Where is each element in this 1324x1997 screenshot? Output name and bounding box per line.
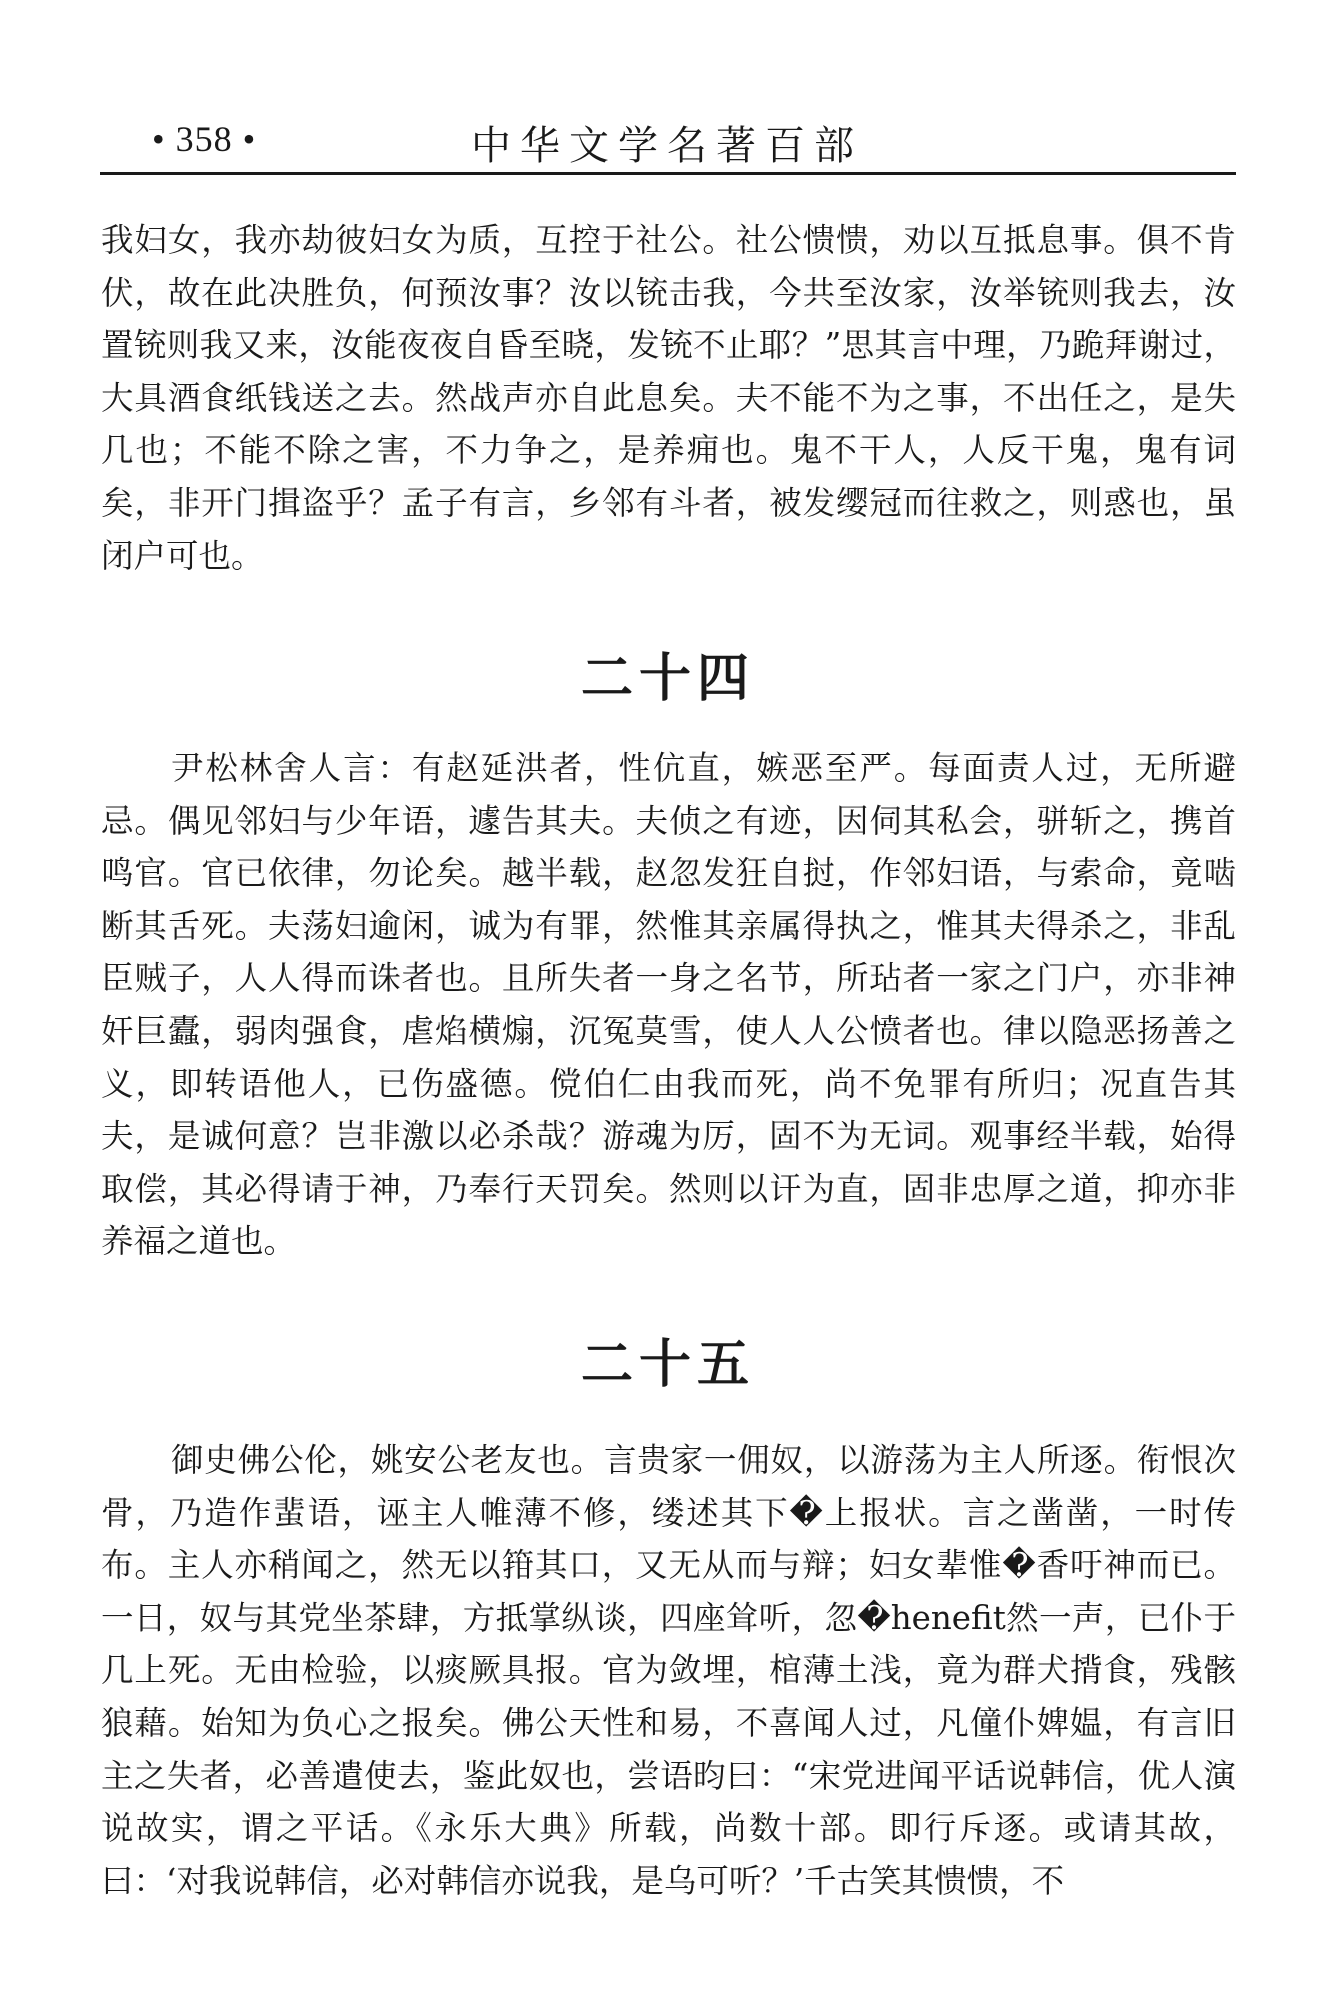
paragraph-section-24: 尹松林舍人言：有赵延洪者，性伉直，嫉恶至严。每面责人过，无所避忌。偶见邻妇与少年语，遽告其夫。夫侦之有迹，因伺其私会，骈斩之，携首鸣官。官已依律，勿论矣。越半载，赵忽发狂自挝，作邻妇语，与索命，竟啮断其舌死。夫荡妇逾闲，诚为有罪，然惟其亲属得执之，惟其夫得杀之，非乱臣贼子，人人得而诛者也。且所失者一身之名节，所玷者一家之门户，亦非神奸巨蠹，弱肉强食，虐焰横煽，沉冤莫雪，使人人公愤者也。律以隐恶扬善之义，即转语他人，已伤盛德。傥伯仁由我而死，尚不免罪有所归；况直告其夫，是诚何意？岂非激以必杀哉？游魂为厉，固不为无词。观事经半载，始得取偿，其必得请于神，乃奉行天罚矣。然则以讦为直，固非忠厚之道，抑亦非养福之道也。	[101, 749, 1236, 1261]
book-title: 中华文学名著百部	[471, 123, 863, 169]
section-heading-25: 二十五	[580, 1334, 755, 1395]
section-heading-24: 二十四	[580, 648, 755, 709]
paragraph-section-25: 御史佛公伦，姚安公老友也。言贵家一佣奴，以游荡为主人所逐。衔恨次骨，乃造作蜚语，诬主人帷薄不修，缕述其下�上报状。言之凿凿，一时传布。主人亦稍闻之，然无以箝其口，又无从而与辩；妇女辈惟�香吁神而已。一日，奴与其党坐茶肆，方抵掌纵谈，四座耸听，忽�henefit然一声，已仆于几上死。无由检验，以痰厥具报。官为敛埋，棺薄土浅，竟为群犬揹食，残骸狼藉。始知为负心之报矣。佛公天性和易，不喜闻人过，凡僮仆婢媪，有言旧主之失者，必善遣使去，鉴此奴也，尝语昀曰：“宋党进闻平话说韩信，优人演说故实，谓之平话。《永乐大典》所载，尚数十部。即行斥逐。或请其故，曰：‘对我说韩信，必对韩信亦说我，是乌可听？’千古笑其愦愦，不	[101, 1441, 1236, 1900]
page-number: • 358 •	[152, 119, 257, 159]
page-header	[100, 110, 1234, 174]
header-rule	[100, 172, 1236, 175]
paragraph-continued: 我妇女，我亦劫彼妇女为质，互控于社公。社公愦愦，劝以互抵息事。俱不肯伏，故在此决胜负，何预汝事？汝以铳击我，今共至汝家，汝举铳则我去，汝置铳则我又来，汝能夜夜自昏至晓，发铳不止耶？”思其言中理，乃跪拜谢过，大具酒食纸钱送之去。然战声亦自此息矣。夫不能不为之事，不出任之，是失几也；不能不除之害，不力争之，是养痈也。鬼不干人，人反干鬼，鬼有词矣，非开门揖盗乎？孟子有言，乡邻有斗者，被发缨冠而往救之，则惑也，虽闭户可也。	[101, 221, 1236, 575]
